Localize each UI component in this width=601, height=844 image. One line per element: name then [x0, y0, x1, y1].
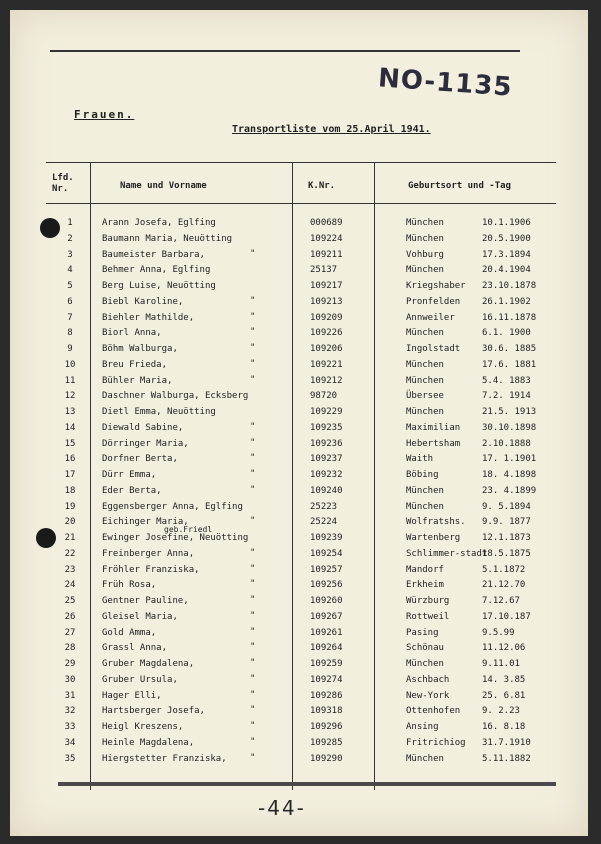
row-birthdate: 17. 1.1901: [482, 454, 537, 465]
row-birthplace: Pasing: [406, 627, 439, 638]
table-row: [46, 468, 556, 484]
row-ditto-mark: ": [250, 658, 256, 668]
row-birthplace: München: [406, 501, 444, 512]
row-birthplace: Pronfelden: [406, 296, 461, 307]
row-number: 28: [64, 643, 76, 654]
row-birthname-note: geb.Friedl: [164, 525, 213, 534]
row-birthdate: 21.12.70: [482, 580, 526, 591]
row-ditto-mark: ": [250, 626, 256, 637]
row-knr: 000689: [310, 218, 343, 228]
row-number: 20: [64, 517, 76, 528]
row-birthdate: 7.12.67: [482, 596, 520, 606]
row-birthplace: München: [406, 407, 444, 417]
table-row: [46, 452, 556, 468]
row-ditto-mark: ": [250, 343, 256, 353]
row-name: Gentner Pauline,: [102, 596, 189, 606]
table-row: [46, 248, 556, 264]
row-birthdate: 30.10.1898: [482, 422, 537, 433]
header-name: Name und Vorname: [120, 181, 207, 191]
row-birthdate: 12.1.1873: [482, 533, 531, 543]
transport-table: [46, 162, 556, 790]
table-row: [46, 232, 556, 248]
row-knr: 109254: [310, 548, 343, 559]
row-name: Hiergstetter Franziska,: [102, 753, 227, 764]
table-row: [46, 547, 556, 563]
row-name: Freinberger Anna,: [102, 548, 195, 559]
row-number: 29: [64, 659, 76, 669]
row-name: Baumann Maria, Neuötting: [102, 233, 233, 244]
row-birthplace: Hebertsham: [406, 438, 461, 449]
row-name: Dörringer Maria,: [102, 438, 189, 449]
table-row: [46, 578, 556, 594]
row-birthplace: Kriegshaber: [406, 281, 466, 291]
row-birthplace: Fritrichiog: [406, 737, 466, 748]
row-name: Daschner Walburga, Ecksberg: [102, 391, 249, 402]
document-page: [10, 10, 588, 836]
row-birthplace: Würzburg: [406, 596, 450, 606]
table-row: [46, 736, 556, 752]
row-knr: 109217: [310, 281, 343, 291]
row-knr: 109260: [310, 596, 343, 606]
row-number: 26: [64, 611, 76, 622]
top-rule: [50, 50, 520, 52]
row-knr: 109226: [310, 328, 343, 339]
table-body: [46, 216, 556, 767]
row-birthplace: Annweiler: [406, 312, 455, 323]
row-ditto-mark: ": [250, 736, 256, 747]
row-number: 6: [67, 296, 73, 307]
row-birthdate: 18.5.1875: [482, 548, 531, 559]
row-birthdate: 17.10.187: [482, 611, 531, 622]
row-birthplace: Erkheim: [406, 580, 444, 591]
row-birthplace: München: [406, 218, 444, 228]
row-birthplace: Maximilian: [406, 422, 461, 433]
table-row: [46, 263, 556, 279]
table-row: [46, 641, 556, 657]
row-name: Diewald Sabine,: [102, 422, 184, 433]
table-row: [46, 500, 556, 516]
row-number: 16: [64, 454, 76, 465]
row-birthdate: 31.7.1910: [482, 737, 531, 748]
row-knr: 109286: [310, 690, 343, 701]
row-knr: 109274: [310, 674, 343, 685]
row-ditto-mark: ": [250, 516, 256, 527]
row-birthdate: 16.11.1878: [482, 312, 537, 323]
row-name: Baumeister Barbara,: [102, 249, 205, 260]
row-number: 3: [67, 249, 73, 260]
row-ditto-mark: ": [250, 421, 256, 432]
row-ditto-mark: ": [250, 484, 256, 495]
row-number: 31: [64, 690, 76, 701]
row-birthplace: Ansing: [406, 722, 439, 732]
row-name: Eichinger Maria,: [102, 517, 189, 528]
row-knr: 109239: [310, 533, 343, 543]
row-number: 9: [67, 344, 73, 354]
page-title: Transportliste vom 25.April 1941.: [232, 124, 431, 135]
table-row: [46, 626, 556, 642]
row-knr: 109213: [310, 296, 343, 307]
row-ditto-mark: ": [250, 547, 256, 558]
row-knr: 109235: [310, 422, 343, 433]
row-birthdate: 9. 2.23: [482, 706, 520, 717]
row-birthplace: Ingolstadt: [406, 344, 461, 354]
row-name: Breu Frieda,: [102, 359, 168, 370]
row-birthplace: München: [406, 659, 444, 669]
row-birthdate: 5.1.1872: [482, 564, 526, 575]
table-row: [46, 374, 556, 390]
row-knr: 109290: [310, 753, 343, 764]
row-name: Biehler Mathilde,: [102, 312, 195, 323]
row-birthplace: München: [406, 753, 444, 764]
table-row: [46, 720, 556, 736]
table-row: [46, 342, 556, 358]
row-knr: 109211: [310, 249, 343, 260]
table-row: [46, 689, 556, 705]
row-birthplace: Böbing: [406, 470, 439, 480]
row-number: 13: [64, 407, 76, 417]
row-number: 30: [64, 674, 76, 685]
row-number: 33: [64, 722, 76, 732]
row-birthplace: München: [406, 485, 444, 496]
table-row: [46, 484, 556, 500]
row-name: Ewinger Josefine, Neuötting: [102, 533, 249, 543]
row-birthdate: 17.3.1894: [482, 249, 531, 260]
row-birthdate: 2.10.1888: [482, 438, 531, 449]
table-row: [46, 594, 556, 610]
row-number: 10: [64, 359, 76, 370]
row-number: 32: [64, 706, 76, 717]
header-knr: K.Nr.: [308, 181, 336, 191]
row-birthdate: 17.6. 1881: [482, 359, 537, 370]
table-header: [46, 162, 556, 204]
row-number: 19: [64, 501, 76, 512]
row-knr: 25223: [310, 501, 338, 512]
row-birthplace: Übersee: [406, 391, 444, 402]
row-knr: 109257: [310, 564, 343, 575]
row-birthdate: 9.11.01: [482, 659, 520, 669]
table-row: [46, 610, 556, 626]
row-birthdate: 9.9. 1877: [482, 517, 531, 528]
table-row: [46, 311, 556, 327]
row-birthdate: 21.5. 1913: [482, 407, 537, 417]
row-ditto-mark: ": [250, 642, 256, 653]
row-knr: 109261: [310, 627, 343, 638]
row-birthplace: Waith: [406, 454, 434, 465]
row-ditto-mark: ": [250, 752, 256, 763]
document-stamp: NO-1135: [377, 63, 514, 103]
row-knr: 109232: [310, 470, 343, 480]
row-number: 4: [67, 265, 73, 276]
row-knr: 25137: [310, 265, 338, 276]
row-name: Biebl Karoline,: [102, 296, 184, 307]
row-birthplace: Aschbach: [406, 674, 450, 685]
row-name: Böhm Walburga,: [102, 344, 178, 354]
row-birthdate: 6.1. 1900: [482, 328, 531, 339]
row-birthdate: 5.11.1882: [482, 753, 531, 764]
table-row: [46, 326, 556, 342]
table-row: [46, 673, 556, 689]
row-ditto-mark: ": [250, 595, 256, 605]
row-ditto-mark: ": [250, 358, 256, 369]
row-number: 12: [64, 391, 76, 402]
row-birthplace: Ottenhofen: [406, 706, 461, 717]
row-number: 23: [64, 564, 76, 575]
row-ditto-mark: ": [250, 453, 256, 464]
row-birthdate: 9. 5.1894: [482, 501, 531, 512]
row-ditto-mark: ": [250, 563, 256, 574]
row-number: 22: [64, 548, 76, 559]
row-number: 21: [64, 533, 76, 543]
section-label: Frauen.: [74, 108, 135, 121]
row-birthdate: 26.1.1902: [482, 296, 531, 307]
row-birthdate: 20.4.1904: [482, 265, 531, 276]
table-row: [46, 216, 556, 232]
row-name: Heinle Magdalena,: [102, 737, 195, 748]
row-name: Dürr Emma,: [102, 470, 157, 480]
row-birthdate: 25. 6.81: [482, 690, 526, 701]
row-birthdate: 23.10.1878: [482, 281, 537, 291]
row-name: Berg Luise, Neuötting: [102, 281, 216, 291]
row-name: Heigl Kreszens,: [102, 722, 184, 732]
row-name: Eggensberger Anna, Eglfing: [102, 501, 243, 512]
row-number: 8: [67, 328, 73, 339]
row-knr: 109236: [310, 438, 343, 449]
page-number: -44-: [258, 796, 306, 820]
row-birthplace: München: [406, 328, 444, 339]
row-ditto-mark: ": [250, 295, 256, 306]
row-ditto-mark: ": [250, 437, 256, 448]
row-ditto-mark: ": [250, 311, 256, 322]
row-birthplace: München: [406, 359, 444, 370]
row-birthplace: Schlimmer-stadt: [406, 548, 488, 559]
row-name: Dietl Emma, Neuötting: [102, 407, 216, 417]
row-number: 34: [64, 737, 76, 748]
row-number: 17: [64, 470, 76, 480]
table-row: [46, 295, 556, 311]
row-name: Früh Rosa,: [102, 580, 157, 591]
row-ditto-mark: ": [250, 374, 256, 385]
table-row: [46, 405, 556, 421]
row-birthdate: 30.6. 1885: [482, 344, 537, 354]
row-birthdate: 16. 8.18: [482, 722, 526, 732]
header-birth: Geburtsort und -Tag: [408, 181, 511, 191]
row-knr: 109318: [310, 706, 343, 717]
row-name: Gleisel Maria,: [102, 611, 178, 622]
row-number: 35: [64, 753, 76, 764]
row-ditto-mark: ": [250, 705, 256, 716]
row-knr: 109267: [310, 611, 343, 622]
row-number: 5: [67, 281, 73, 291]
row-name: Hager Elli,: [102, 690, 162, 701]
row-birthdate: 23. 4.1899: [482, 485, 537, 496]
row-ditto-mark: ": [250, 673, 256, 684]
row-birthplace: Vohburg: [406, 249, 444, 260]
row-birthdate: 9.5.99: [482, 627, 515, 638]
row-birthdate: 20.5.1900: [482, 233, 531, 244]
table-row: [46, 515, 556, 531]
row-number: 14: [64, 422, 76, 433]
row-number: 24: [64, 580, 76, 591]
row-name: Grassl Anna,: [102, 643, 168, 654]
row-knr: 109296: [310, 722, 343, 732]
row-knr: 109240: [310, 485, 343, 496]
row-birthplace: München: [406, 233, 444, 244]
row-knr: 109229: [310, 407, 343, 417]
row-birthdate: 18. 4.1898: [482, 470, 537, 480]
row-knr: 109209: [310, 312, 343, 323]
row-name: Gold Amma,: [102, 627, 157, 638]
row-knr: 109224: [310, 233, 343, 244]
row-birthdate: 14. 3.85: [482, 674, 526, 685]
table-row: [46, 389, 556, 405]
row-ditto-mark: ": [250, 689, 256, 700]
row-name: Behmer Anna, Eglfing: [102, 265, 211, 276]
row-knr: 109206: [310, 344, 343, 354]
bottom-rule: [58, 782, 556, 786]
table-row: [46, 421, 556, 437]
row-birthdate: 10.1.1906: [482, 218, 531, 228]
row-knr: 109264: [310, 643, 343, 654]
row-number: 15: [64, 438, 76, 449]
table-row: [46, 437, 556, 453]
row-number: 7: [67, 312, 73, 323]
row-ditto-mark: ": [250, 469, 256, 479]
row-ditto-mark: ": [250, 248, 256, 259]
table-row: [46, 358, 556, 374]
row-number: 1: [67, 218, 73, 228]
row-birthplace: Mandorf: [406, 564, 444, 575]
row-name: Arann Josefa, Eglfing: [102, 218, 216, 228]
row-birthplace: New-York: [406, 690, 450, 701]
row-knr: 25224: [310, 517, 338, 528]
row-knr: 109237: [310, 454, 343, 465]
row-knr: 109259: [310, 659, 343, 669]
row-birthplace: Schönau: [406, 643, 444, 654]
table-row: [46, 279, 556, 295]
row-knr: 109256: [310, 580, 343, 591]
row-number: 27: [64, 627, 76, 638]
table-row: [46, 657, 556, 673]
row-birthdate: 5.4. 1883: [482, 375, 531, 386]
row-birthplace: München: [406, 375, 444, 386]
row-name: Bühler Maria,: [102, 375, 173, 386]
row-knr: 109221: [310, 359, 343, 370]
row-name: Hartsberger Josefa,: [102, 706, 205, 717]
table-row: [46, 752, 556, 768]
row-name: Fröhler Franziska,: [102, 564, 200, 575]
row-ditto-mark: ": [250, 327, 256, 338]
row-knr: 109285: [310, 737, 343, 748]
row-name: Gruber Magdalena,: [102, 659, 195, 669]
row-birthdate: 7.2. 1914: [482, 391, 531, 402]
table-row: [46, 525, 556, 547]
row-birthplace: Wartenberg: [406, 533, 461, 543]
row-name: Dorfner Berta,: [102, 454, 178, 465]
row-name: Biorl Anna,: [102, 328, 162, 339]
row-ditto-mark: ": [250, 721, 256, 731]
row-name: Eder Berta,: [102, 485, 162, 496]
row-ditto-mark: ": [250, 610, 256, 621]
row-number: 25: [64, 596, 76, 606]
row-knr: 98720: [310, 391, 338, 402]
row-name: Gruber Ursula,: [102, 674, 178, 685]
row-number: 18: [64, 485, 76, 496]
row-birthplace: München: [406, 265, 444, 276]
row-ditto-mark: ": [250, 579, 256, 590]
row-birthplace: Rottweil: [406, 611, 450, 622]
header-nr: Lfd. Nr.: [52, 173, 74, 194]
row-number: 11: [64, 375, 76, 386]
row-number: 2: [67, 233, 73, 244]
row-birthplace: Wolfratshs.: [406, 517, 466, 528]
row-knr: 109212: [310, 375, 343, 386]
table-row: [46, 704, 556, 720]
table-row: [46, 563, 556, 579]
row-birthdate: 11.12.06: [482, 643, 526, 654]
